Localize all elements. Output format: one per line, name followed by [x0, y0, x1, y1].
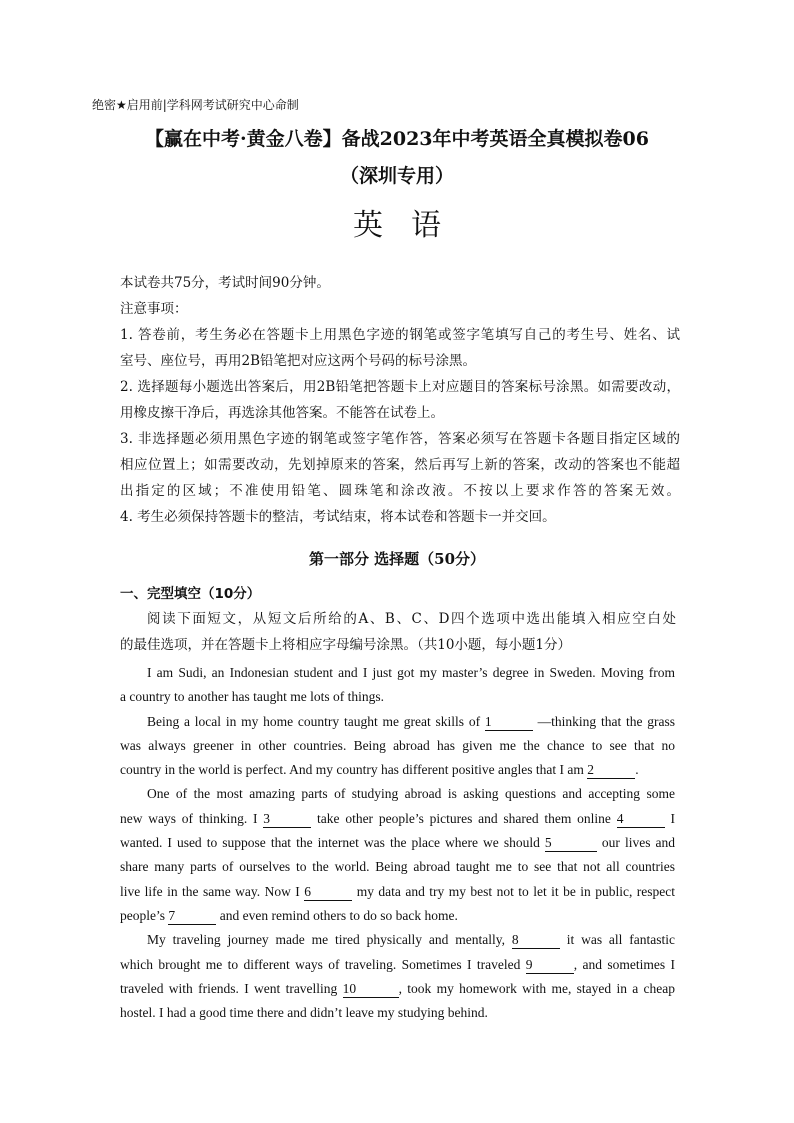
blank-7[interactable]: 7: [168, 907, 216, 925]
direction-line: 的最佳选项，并在答题卡上将相应字母编号涂黑。（共10小题，每小题1分）: [120, 637, 572, 653]
blank-1[interactable]: 1: [485, 713, 533, 731]
blank-8[interactable]: 8: [512, 931, 560, 949]
exam-subtitle: （深圳专用）: [339, 165, 454, 187]
passage-line: Being a local in my home country taught me great skills of 1 —thinking that the grass: [147, 713, 675, 729]
passage-line: was always greener in other countries. Being abroad has given me the chance to see that no: [120, 737, 675, 753]
passage-line: hostel. I had a good time there and didn’t leave my studying behind.: [120, 1005, 488, 1021]
notice-line: 3. 非选择题必须用黑色字迹的钢笔或签字笔作答，答案必须写在答题卡各题目指定区域的: [120, 431, 680, 447]
passage-line: My traveling journey made me tired physically and mentally, 8 it was all fantastic: [147, 932, 675, 948]
subject-title: 英语: [353, 208, 469, 243]
passage-line: new ways of thinking. I 3 take other people’s pictures and shared them online 4 I: [120, 810, 675, 826]
passage-line: a country to another has taught me lots of things.: [120, 689, 384, 705]
notice-line: 相应位置上；如需要改动，先划掉原来的答案，然后再写上新的答案，改动的答案也不能超: [120, 457, 680, 473]
blank-4[interactable]: 4: [617, 810, 665, 828]
passage-line: country in the world is perfect. And my country has different positive angles that I am 2 .: [120, 762, 639, 778]
passage-line: wanted. I used to suppose that the internet was the place where we should 5 our lives and: [120, 835, 675, 851]
notice-line: 2. 选择题每小题选出答案后，用2B铅笔把答题卡上对应题目的答案标号涂黑。如需要改动，: [120, 379, 680, 395]
blank-6[interactable]: 6: [304, 883, 352, 901]
direction-line: 阅读下面短文，从短文后所给的A、B、C、D四个选项中选出能填入相应空白处: [147, 611, 676, 627]
passage-line: I am Sudi, an Indonesian student and I just got my master’s degree in Sweden. Moving from: [147, 665, 675, 680]
blank-10[interactable]: 10: [343, 980, 399, 998]
passage-line: which brought me to different ways of traveling. Sometimes I traveled 9 , and sometimes I: [120, 956, 675, 972]
blank-5[interactable]: 5: [545, 834, 597, 852]
secret-label: 绝密★启用前|学科网考试研究中心命制: [92, 98, 299, 112]
blank-9[interactable]: 9: [526, 956, 574, 974]
passage-line: share many parts of ourselves to the world. Being abroad taught me to see that not all countries: [120, 859, 675, 875]
notice-line: 室号、座位号，再用2B铅笔把对应这两个号码的标号涂黑。: [120, 353, 477, 369]
exam-title: 【赢在中考·黄金八卷】备战2023年中考英语全真模拟卷06: [145, 128, 649, 150]
passage-line: people’s 7 and even remind others to do so back home.: [120, 907, 458, 923]
blank-2[interactable]: 2: [587, 761, 635, 779]
blank-3[interactable]: 3: [263, 810, 311, 828]
notice-line: 4. 考生必须保持答题卡的整洁，考试结束，将本试卷和答题卡一并交回。: [120, 509, 556, 525]
instructions: [120, 270, 680, 530]
notice-line: 用橡皮擦干净后，再选涂其他答案。不能答在试卷上。: [120, 405, 444, 421]
section-heading: 一、完型填空（10分）: [120, 586, 261, 602]
passage-line: traveled with friends. I went travelling 10 , took my homework with me, stayed in a cheap: [120, 980, 675, 996]
total-info: 本试卷共75分，考试时间90分钟。: [120, 275, 330, 291]
notice-heading: 注意事项：: [120, 301, 188, 317]
part-heading: 第一部分 选择题（50分）: [308, 550, 486, 568]
cloze-passage: [120, 661, 675, 1025]
directions: [120, 606, 676, 658]
passage-line: One of the most amazing parts of studying abroad is asking questions and accepting some: [147, 786, 675, 802]
notice-line: 出指定的区域；不准使用铅笔、圆珠笔和涂改液。不按以上要求作答的答案无效。: [120, 483, 680, 499]
passage-line: live life in the same way. Now I 6 my data and try my best not to let it be in public, respect: [120, 883, 675, 899]
notice-line: 1. 答卷前，考生务必在答题卡上用黑色字迹的钢笔或签字笔填写自己的考生号、姓名、试: [120, 327, 680, 343]
